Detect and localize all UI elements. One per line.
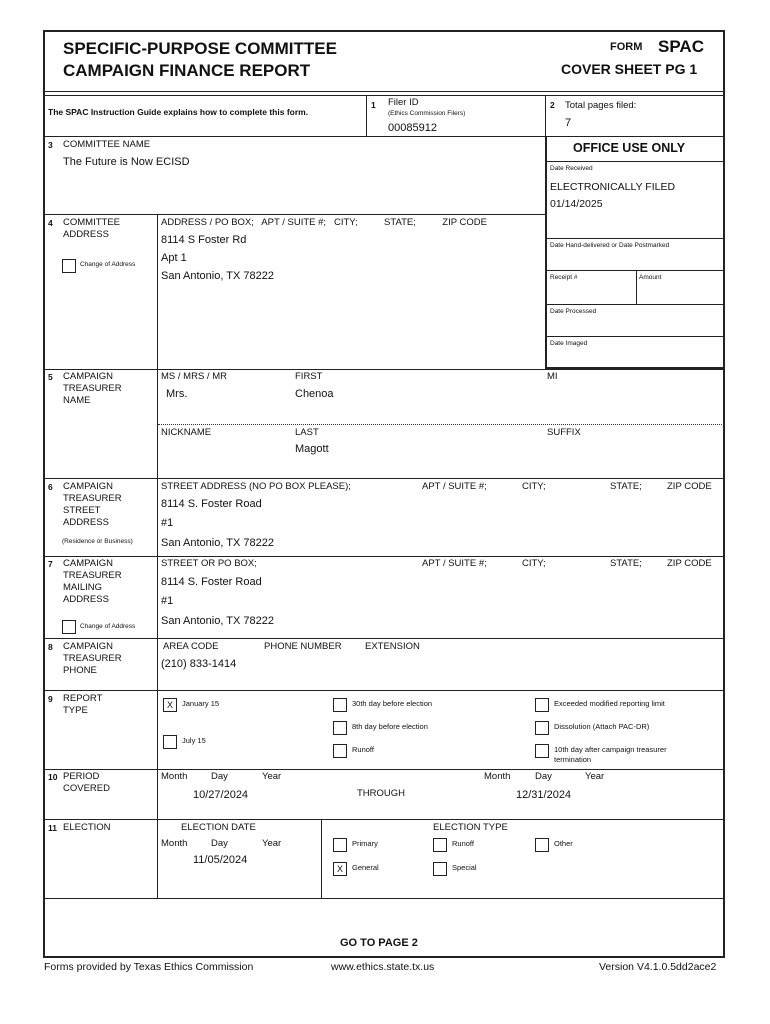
runoff-report-label: Runoff bbox=[352, 745, 374, 754]
day8-label: 8th day before election bbox=[352, 722, 428, 731]
date-imaged-label: Date Imaged bbox=[550, 340, 588, 347]
go-to-page-2: GO TO PAGE 2 bbox=[340, 937, 418, 949]
from-month-label: Month bbox=[161, 771, 188, 782]
state-header: STATE; bbox=[610, 481, 642, 492]
street-header: STREET ADDRESS (NO PO BOX PLEASE); bbox=[161, 481, 351, 492]
jan15-checkbox[interactable]: X bbox=[163, 698, 177, 712]
mailing-change-of-address-label: Change of Address bbox=[80, 623, 136, 630]
change-of-address-checkbox[interactable] bbox=[62, 259, 76, 273]
filer-id-value: 00085912 bbox=[388, 122, 437, 134]
prefix-value: Mrs. bbox=[166, 388, 188, 400]
treasurer-mailing-num: 7 bbox=[48, 559, 53, 569]
period-from-value: 10/27/2024 bbox=[193, 789, 249, 801]
divider bbox=[157, 556, 158, 638]
change-of-address-label: Change of Address bbox=[80, 261, 136, 268]
divider bbox=[157, 769, 158, 819]
treasurer-street-num: 6 bbox=[48, 482, 53, 492]
total-pages-label: Total pages filed: bbox=[565, 100, 637, 111]
through-label: THROUGH bbox=[357, 788, 406, 799]
form-title-line1: SPECIFIC-PURPOSE COMMITTEE bbox=[63, 39, 337, 58]
election-label: ELECTION bbox=[63, 822, 111, 833]
divider bbox=[157, 819, 158, 898]
divider bbox=[636, 270, 637, 304]
treasurer-phone-label: TREASURER bbox=[63, 653, 122, 664]
other-checkbox[interactable] bbox=[535, 838, 549, 852]
treasurer-mailing-label: CAMPAIGN bbox=[63, 558, 113, 569]
divider bbox=[366, 95, 367, 136]
exceeded-checkbox[interactable] bbox=[535, 698, 549, 712]
committee-address-label: ADDRESS bbox=[63, 229, 109, 240]
special-checkbox[interactable] bbox=[433, 862, 447, 876]
last-name-value: Magott bbox=[295, 443, 329, 455]
to-day-label: Day bbox=[535, 771, 552, 782]
period-label: PERIOD bbox=[63, 771, 100, 782]
election-month-label: Month bbox=[161, 838, 188, 849]
tenth-day-checkbox[interactable] bbox=[535, 744, 549, 758]
period-to-value: 12/31/2024 bbox=[516, 789, 572, 801]
apt-header: APT / SUITE #; bbox=[422, 481, 487, 492]
day30-checkbox[interactable] bbox=[333, 698, 347, 712]
last-name-label: LAST bbox=[295, 427, 319, 438]
treasurer-mailing-line3: San Antonio, TX 78222 bbox=[161, 615, 274, 627]
period-num: 10 bbox=[48, 772, 58, 782]
filer-id-sublabel: (Ethics Commission Filers) bbox=[388, 110, 466, 117]
date-received-label: Date Received bbox=[550, 165, 593, 172]
general-checkbox[interactable]: X bbox=[333, 862, 347, 876]
divider bbox=[157, 690, 158, 769]
divider bbox=[45, 556, 724, 557]
election-day-label: Day bbox=[211, 838, 228, 849]
treasurer-name-label: TREASURER bbox=[63, 383, 122, 394]
day8-checkbox[interactable] bbox=[333, 721, 347, 735]
header-divider bbox=[45, 95, 724, 96]
treasurer-street-label: STREET bbox=[63, 505, 101, 516]
election-date-value: 11/05/2024 bbox=[193, 854, 248, 866]
jan15-label: January 15 bbox=[182, 699, 220, 708]
mailing-city-header: CITY; bbox=[522, 558, 546, 569]
treasurer-street-line1: 8114 S. Foster Road bbox=[161, 498, 262, 510]
election-type-label: ELECTION TYPE bbox=[433, 822, 508, 833]
divider bbox=[547, 336, 724, 337]
runoff-election-checkbox[interactable] bbox=[433, 838, 447, 852]
report-type-label: TYPE bbox=[63, 705, 88, 716]
divider bbox=[45, 638, 724, 639]
divider bbox=[45, 214, 545, 215]
mi-label: MI bbox=[547, 371, 558, 382]
other-label: Other bbox=[554, 839, 573, 848]
divider bbox=[158, 424, 724, 425]
mailing-state-header: STATE; bbox=[610, 558, 642, 569]
divider bbox=[45, 898, 724, 899]
area-code-label: AREA CODE bbox=[163, 641, 219, 652]
jul15-label: July 15 bbox=[182, 736, 206, 745]
divider bbox=[547, 304, 724, 305]
runoff-election-label: Runoff bbox=[452, 839, 474, 848]
footer-center: www.ethics.state.tx.us bbox=[331, 961, 435, 973]
mailing-change-of-address-checkbox[interactable] bbox=[62, 620, 76, 634]
filer-id-label: Filer ID bbox=[388, 97, 419, 108]
treasurer-mailing-label: MAILING bbox=[63, 582, 103, 593]
committee-name-num: 3 bbox=[48, 140, 53, 150]
date-received-line2: 01/14/2025 bbox=[550, 198, 603, 210]
special-label: Special bbox=[452, 863, 477, 872]
treasurer-street-line3: San Antonio, TX 78222 bbox=[161, 537, 274, 549]
nickname-label: NICKNAME bbox=[161, 427, 212, 438]
hand-delivered-label: Date Hand-delivered or Date Postmarked bbox=[550, 242, 670, 249]
footer-right: Version V4.1.0.5dd2ace2 bbox=[599, 961, 717, 973]
treasurer-phone-num: 8 bbox=[48, 642, 53, 652]
primary-checkbox[interactable] bbox=[333, 838, 347, 852]
form-code: SPAC bbox=[658, 37, 704, 56]
instruction-text: The SPAC Instruction Guide explains how to complete this form. bbox=[48, 107, 309, 117]
divider bbox=[45, 478, 724, 479]
report-type-label: REPORT bbox=[63, 693, 103, 704]
election-num: 11 bbox=[48, 823, 57, 833]
divider bbox=[545, 95, 546, 136]
divider bbox=[157, 638, 158, 690]
treasurer-street-line2: #1 bbox=[161, 517, 174, 529]
mailing-street-header: STREET OR PO BOX; bbox=[161, 558, 257, 569]
exceeded-label: Exceeded modified reporting limit bbox=[554, 699, 665, 708]
treasurer-street-label: TREASURER bbox=[63, 493, 122, 504]
mailing-zip-header: ZIP CODE bbox=[667, 558, 712, 569]
from-year-label: Year bbox=[262, 771, 282, 782]
treasurer-mailing-label: TREASURER bbox=[63, 570, 122, 581]
report-type-num: 9 bbox=[48, 694, 53, 704]
treasurer-phone-value: (210) 833-1414 bbox=[161, 658, 237, 670]
treasurer-phone-label: CAMPAIGN bbox=[63, 641, 113, 652]
form-title-line2: CAMPAIGN FINANCE REPORT bbox=[63, 61, 311, 80]
committee-address-label: COMMITTEE bbox=[63, 217, 120, 228]
total-pages-num: 2 bbox=[550, 100, 555, 110]
committee-address-num: 4 bbox=[48, 218, 53, 228]
residence-note: (Residence or Business) bbox=[62, 538, 133, 545]
to-month-label: Month bbox=[484, 771, 511, 782]
divider bbox=[45, 769, 724, 770]
treasurer-phone-label: PHONE bbox=[63, 665, 97, 676]
header-divider bbox=[45, 91, 724, 92]
zip-header: ZIP CODE bbox=[667, 481, 712, 492]
date-processed-label: Date Processed bbox=[550, 308, 597, 315]
form-label: FORM bbox=[610, 41, 643, 53]
divider bbox=[45, 819, 724, 820]
city-header: CITY; bbox=[522, 481, 546, 492]
election-year-label: Year bbox=[262, 838, 282, 849]
filer-id-num: 1 bbox=[371, 100, 376, 110]
date-received-line1: ELECTRONICALLY FILED bbox=[550, 181, 676, 193]
suffix-label: SUFFIX bbox=[547, 427, 581, 438]
treasurer-name-label: CAMPAIGN bbox=[63, 371, 113, 382]
committee-name-value: The Future is Now ECISD bbox=[63, 156, 190, 168]
divider bbox=[157, 478, 158, 558]
treasurer-mailing-line1: 8114 S. Foster Road bbox=[161, 576, 262, 588]
committee-address-line2: Apt 1 bbox=[161, 252, 187, 264]
treasurer-name-label: NAME bbox=[63, 395, 91, 406]
mailing-apt-header: APT / SUITE #; bbox=[422, 558, 487, 569]
divider bbox=[45, 369, 724, 370]
dissolution-label: Dissolution (Attach PAC-DR) bbox=[554, 722, 650, 731]
general-label: General bbox=[352, 863, 379, 872]
extension-label: EXTENSION bbox=[365, 641, 420, 652]
total-pages-value: 7 bbox=[565, 117, 572, 129]
to-year-label: Year bbox=[585, 771, 605, 782]
from-day-label: Day bbox=[211, 771, 228, 782]
first-name-label: FIRST bbox=[295, 371, 323, 382]
runoff-report-checkbox[interactable] bbox=[333, 744, 347, 758]
amount-label: Amount bbox=[639, 274, 662, 281]
receipt-label: Receipt # bbox=[550, 274, 578, 281]
first-name-value: Chenoa bbox=[295, 388, 334, 400]
prefix-label: MS / MRS / MR bbox=[161, 371, 227, 382]
day30-label: 30th day before election bbox=[352, 699, 433, 708]
treasurer-street-label: ADDRESS bbox=[63, 517, 109, 528]
footer-left: Forms provided by Texas Ethics Commission bbox=[44, 961, 254, 973]
committee-name-label: COMMITTEE NAME bbox=[63, 139, 151, 150]
treasurer-name-num: 5 bbox=[48, 372, 53, 382]
treasurer-mailing-label: ADDRESS bbox=[63, 594, 109, 605]
divider bbox=[547, 161, 724, 162]
divider bbox=[547, 238, 724, 239]
divider bbox=[157, 214, 158, 369]
primary-label: Primary bbox=[352, 839, 378, 848]
divider bbox=[321, 819, 322, 898]
committee-address-header: ADDRESS / PO BOX; APT / SUITE #; CITY; STATE; ZIP CODE bbox=[161, 217, 487, 228]
cover-sheet-label: COVER SHEET PG 1 bbox=[561, 61, 698, 77]
election-date-label: ELECTION DATE bbox=[181, 822, 256, 833]
treasurer-mailing-line2: #1 bbox=[161, 595, 174, 607]
jul15-checkbox[interactable] bbox=[163, 735, 177, 749]
treasurer-street-label: CAMPAIGN bbox=[63, 481, 113, 492]
divider bbox=[45, 690, 724, 691]
tenth-day-label: termination bbox=[554, 755, 592, 764]
period-label: COVERED bbox=[63, 783, 110, 794]
dissolution-checkbox[interactable] bbox=[535, 721, 549, 735]
committee-address-line1: 8114 S Foster Rd bbox=[161, 234, 247, 246]
phone-number-label: PHONE NUMBER bbox=[264, 641, 342, 652]
committee-address-line3: San Antonio, TX 78222 bbox=[161, 270, 274, 282]
office-use-title: OFFICE USE ONLY bbox=[573, 141, 686, 155]
tenth-day-label: 10th day after campaign treasurer bbox=[554, 745, 667, 754]
